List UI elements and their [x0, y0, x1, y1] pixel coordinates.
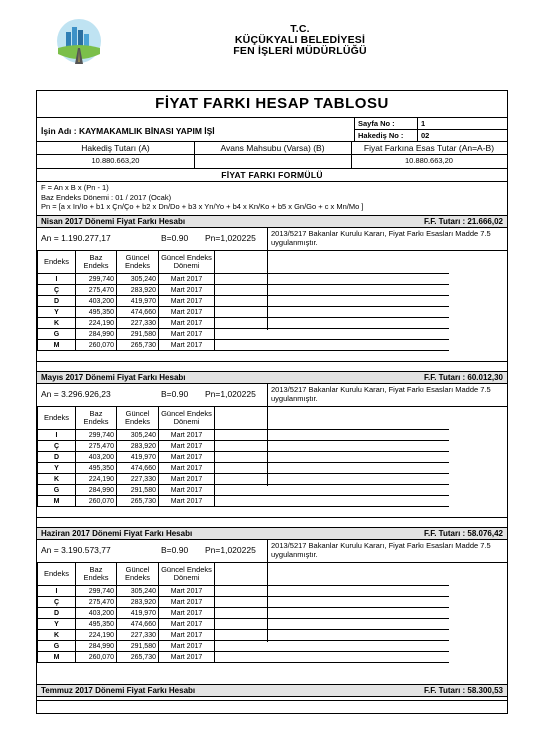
index-baz: 403,200 — [76, 608, 117, 619]
index-guncel: 283,920 — [117, 597, 159, 608]
index-row — [38, 652, 450, 663]
index-note-cell — [215, 485, 450, 496]
section-title: Nisan 2017 Dönemi Fiyat Farkı Hesabı — [41, 217, 186, 226]
index-guncel: 265,730 — [117, 496, 159, 507]
index-note-cell — [215, 463, 450, 474]
an-value: An = 3.296.926,23 — [41, 389, 111, 399]
section-ff-amount: F.F. Tutarı : 21.666,02 — [424, 217, 503, 226]
index-donem: Mart 2017 — [159, 496, 215, 507]
section-note: 2013/5217 Bakanlar Kurulu Kararı, Fiyat Farkı Esasları Madde 7.5 uygulanmıştır. — [271, 229, 491, 247]
index-donem: Mart 2017 — [159, 652, 215, 663]
section-temmuz-ff: F.F. Tutarı : 58.300,53 — [424, 686, 503, 695]
index-row — [38, 296, 450, 307]
index-guncel: 265,730 — [117, 652, 159, 663]
index-table — [37, 406, 449, 507]
calc-table — [36, 90, 508, 714]
b-value: B=0.90 — [161, 545, 189, 555]
header-block — [190, 24, 410, 57]
index-row — [38, 274, 450, 285]
index-note-cell — [215, 586, 450, 597]
index-donem: Mart 2017 — [159, 307, 215, 318]
index-guncel: 305,240 — [117, 586, 159, 597]
col-baz: Baz Endeks — [76, 563, 117, 586]
an-value: An = 1.190.277,17 — [41, 233, 111, 243]
index-code: Y — [38, 619, 76, 630]
page-no-value: 1 — [421, 119, 426, 128]
header-line-2: KÜÇÜKYALI BELEDİYESİ — [234, 34, 366, 46]
index-guncel: 227,330 — [117, 630, 159, 641]
job-label-text: İşin Adı : — [41, 126, 77, 136]
index-note-cell — [215, 630, 450, 641]
index-row — [38, 430, 450, 441]
index-note-cell — [215, 296, 450, 307]
section-ff-amount: F.F. Tutarı : 58.076,42 — [424, 529, 503, 538]
index-code: D — [38, 296, 76, 307]
col-endeks: Endeks — [38, 251, 76, 274]
index-guncel: 291,580 — [117, 641, 159, 652]
section-temmuz-bar — [37, 684, 507, 697]
index-guncel: 419,970 — [117, 608, 159, 619]
header-line-3: FEN İŞLERİ MÜDÜRLÜĞÜ — [233, 45, 367, 57]
index-baz: 275,470 — [76, 597, 117, 608]
col-donem: Güncel Endeks Dönemi — [159, 251, 215, 274]
index-row — [38, 307, 450, 318]
index-baz: 284,990 — [76, 641, 117, 652]
index-baz: 299,740 — [76, 430, 117, 441]
index-row — [38, 452, 450, 463]
col-donem: Güncel Endeks Dönemi — [159, 407, 215, 430]
index-row — [38, 329, 450, 340]
esas-tutar-header: Fiyat Farkına Esas Tutar (An=A-B) — [363, 143, 495, 153]
index-row — [38, 630, 450, 641]
index-donem: Mart 2017 — [159, 274, 215, 285]
section-title-bar — [37, 215, 507, 228]
index-donem: Mart 2017 — [159, 619, 215, 630]
page-title: FİYAT FARKI HESAP TABLOSU — [37, 91, 507, 118]
index-donem: Mart 2017 — [159, 608, 215, 619]
index-baz: 403,200 — [76, 452, 117, 463]
index-row — [38, 474, 450, 485]
index-note-cell — [215, 430, 450, 441]
index-guncel: 291,580 — [117, 329, 159, 340]
col-guncel: Güncel Endeks — [117, 563, 159, 586]
index-guncel: 474,660 — [117, 463, 159, 474]
index-guncel: 227,330 — [117, 318, 159, 329]
index-baz: 299,740 — [76, 586, 117, 597]
formula-line-1: F = An x B x (Pn - 1) — [41, 183, 109, 192]
index-baz: 284,990 — [76, 485, 117, 496]
index-row — [38, 608, 450, 619]
col-donem: Güncel Endeks Dönemi — [159, 563, 215, 586]
index-baz: 495,350 — [76, 463, 117, 474]
index-guncel: 291,580 — [117, 485, 159, 496]
index-code: Ç — [38, 285, 76, 296]
index-baz: 284,990 — [76, 329, 117, 340]
index-row — [38, 441, 450, 452]
index-row — [38, 463, 450, 474]
index-note-cell — [215, 474, 450, 485]
index-code: D — [38, 452, 76, 463]
index-code: G — [38, 485, 76, 496]
index-note-cell — [215, 641, 450, 652]
an-value: An = 3.190.573,77 — [41, 545, 111, 555]
hakedis-no-value: 02 — [421, 131, 430, 140]
index-donem: Mart 2017 — [159, 474, 215, 485]
index-code: D — [38, 608, 76, 619]
section-title-bar — [37, 371, 507, 384]
index-guncel: 283,920 — [117, 285, 159, 296]
index-baz: 495,350 — [76, 307, 117, 318]
avans-mahsubu-header: Avans Mahsubu (Varsa) (B) — [220, 143, 325, 153]
index-baz: 275,470 — [76, 285, 117, 296]
index-baz: 495,350 — [76, 619, 117, 630]
index-baz: 224,190 — [76, 474, 117, 485]
index-baz: 224,190 — [76, 318, 117, 329]
section-temmuz-title: Temmuz 2017 Dönemi Fiyat Farkı Hesabı — [41, 686, 196, 695]
index-table — [37, 250, 449, 351]
index-note-cell — [215, 274, 450, 285]
col-guncel: Güncel Endeks — [117, 407, 159, 430]
index-note-cell — [215, 307, 450, 318]
index-row — [38, 597, 450, 608]
index-note-cell — [215, 652, 450, 663]
index-code: K — [38, 318, 76, 329]
index-donem: Mart 2017 — [159, 318, 215, 329]
header-line-1: T.C. — [290, 23, 310, 35]
index-code: Y — [38, 463, 76, 474]
index-baz: 299,740 — [76, 274, 117, 285]
pn-value: Pn=1,020225 — [205, 545, 256, 555]
index-row — [38, 318, 450, 329]
index-guncel: 419,970 — [117, 452, 159, 463]
index-note-cell — [215, 329, 450, 340]
b-value: B=0.90 — [161, 233, 189, 243]
index-row — [38, 496, 450, 507]
col-endeks: Endeks — [38, 407, 76, 430]
index-code: G — [38, 329, 76, 340]
index-row — [38, 340, 450, 351]
index-baz: 260,070 — [76, 652, 117, 663]
index-donem: Mart 2017 — [159, 340, 215, 351]
index-row — [38, 619, 450, 630]
section-note: 2013/5217 Bakanlar Kurulu Kararı, Fiyat Farkı Esasları Madde 7.5 uygulanmıştır. — [271, 385, 491, 403]
section-title: Mayıs 2017 Dönemi Fiyat Farkı Hesabı — [41, 373, 186, 382]
index-note-cell — [215, 340, 450, 351]
index-donem: Mart 2017 — [159, 630, 215, 641]
index-note-cell — [215, 597, 450, 608]
esas-tutar-value: 10.880.663,20 — [405, 156, 453, 165]
pn-value: Pn=1,020225 — [205, 233, 256, 243]
index-guncel: 305,240 — [117, 430, 159, 441]
index-donem: Mart 2017 — [159, 463, 215, 474]
index-note-cell — [215, 496, 450, 507]
index-row — [38, 485, 450, 496]
col-guncel: Güncel Endeks — [117, 251, 159, 274]
formula-line-3: Pn = [a x In/Io + b1 x Çn/Ço + b2 x Dn/Do + b3 x Yn/Yo + b4 x Kn/Ko + b5 x Gn/Go + c x Mn/Mo ] — [41, 202, 364, 211]
index-note-cell — [215, 441, 450, 452]
index-guncel: 265,730 — [117, 340, 159, 351]
index-donem: Mart 2017 — [159, 641, 215, 652]
index-code: I — [38, 430, 76, 441]
section-ff-amount: F.F. Tutarı : 60.012,30 — [424, 373, 503, 382]
index-code: Y — [38, 307, 76, 318]
b-value: B=0.90 — [161, 389, 189, 399]
index-note-cell — [215, 318, 450, 329]
index-code: K — [38, 630, 76, 641]
note-col-blank — [215, 251, 450, 274]
index-code: Ç — [38, 441, 76, 452]
index-code: G — [38, 641, 76, 652]
index-donem: Mart 2017 — [159, 296, 215, 307]
index-table — [37, 562, 449, 663]
index-baz: 224,190 — [76, 630, 117, 641]
index-donem: Mart 2017 — [159, 329, 215, 340]
section-title: Haziran 2017 Dönemi Fiyat Farkı Hesabı — [41, 529, 193, 538]
pn-value: Pn=1,020225 — [205, 389, 256, 399]
index-row — [38, 641, 450, 652]
index-baz: 260,070 — [76, 340, 117, 351]
index-code: M — [38, 340, 76, 351]
job-label — [41, 126, 215, 136]
index-guncel: 474,660 — [117, 619, 159, 630]
index-guncel: 474,660 — [117, 307, 159, 318]
note-col-blank — [215, 407, 450, 430]
index-code: K — [38, 474, 76, 485]
index-note-cell — [215, 608, 450, 619]
formula-block — [41, 183, 363, 212]
index-note-cell — [215, 452, 450, 463]
hakedis-no-label: Hakediş No : — [358, 131, 404, 140]
index-donem: Mart 2017 — [159, 452, 215, 463]
col-baz: Baz Endeks — [76, 407, 117, 430]
municipality-logo — [56, 18, 102, 64]
index-code: I — [38, 586, 76, 597]
index-donem: Mart 2017 — [159, 285, 215, 296]
index-donem: Mart 2017 — [159, 586, 215, 597]
section-note: 2013/5217 Bakanlar Kurulu Kararı, Fiyat Farkı Esasları Madde 7.5 uygulanmıştır. — [271, 541, 491, 559]
formula-line-2: Baz Endeks Dönemi : 01 / 2017 (Ocak) — [41, 192, 172, 202]
index-baz: 260,070 — [76, 496, 117, 507]
avans-mahsubu-value — [194, 155, 351, 167]
col-baz: Baz Endeks — [76, 251, 117, 274]
index-row — [38, 285, 450, 296]
page-no-label: Sayfa No : — [358, 119, 395, 128]
index-code: M — [38, 652, 76, 663]
index-guncel: 283,920 — [117, 441, 159, 452]
index-code: Ç — [38, 597, 76, 608]
hakedis-tutari-value: 10.880.663,20 — [91, 156, 140, 165]
index-guncel: 419,970 — [117, 296, 159, 307]
job-name: KAYMAKAMLIK BİNASI YAPIM İŞİ — [78, 126, 215, 136]
hakedis-tutari-header: Hakediş Tutarı (A) — [81, 143, 150, 153]
index-note-cell — [215, 619, 450, 630]
index-note-cell — [215, 285, 450, 296]
index-baz: 403,200 — [76, 296, 117, 307]
note-col-blank — [215, 563, 450, 586]
section-title-bar — [37, 527, 507, 540]
col-endeks: Endeks — [38, 563, 76, 586]
index-donem: Mart 2017 — [159, 485, 215, 496]
index-donem: Mart 2017 — [159, 430, 215, 441]
index-code: I — [38, 274, 76, 285]
index-baz: 275,470 — [76, 441, 117, 452]
index-row — [38, 586, 450, 597]
index-donem: Mart 2017 — [159, 597, 215, 608]
index-donem: Mart 2017 — [159, 441, 215, 452]
index-code: M — [38, 496, 76, 507]
index-guncel: 305,240 — [117, 274, 159, 285]
index-guncel: 227,330 — [117, 474, 159, 485]
formula-title: FİYAT FARKI FORMÜLÜ — [221, 170, 323, 180]
